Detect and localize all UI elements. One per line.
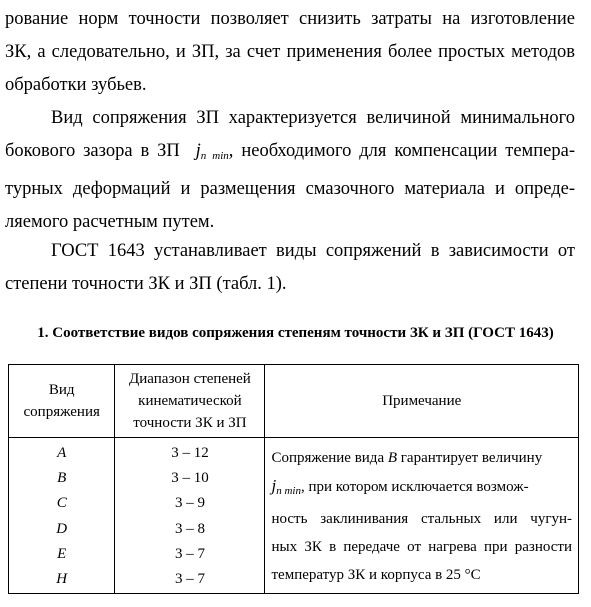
table-caption: 1. Соответствие видов сопряжения степеням точности ЗК и ЗП (ГОСТ 1643): [37, 325, 554, 341]
paragraph-2: [5, 102, 575, 239]
header-note: Примечание: [265, 365, 579, 438]
text-line: ГОСТ 1643 устанавливает виды сопряжений в зависимости от: [51, 241, 575, 261]
table-cell-type: B: [57, 470, 67, 487]
note-line: [271, 472, 572, 505]
table-cell-range: 3 – 8: [174, 520, 205, 537]
symbol-subscript: n min: [200, 150, 229, 162]
table-body-row: [9, 438, 579, 594]
table-cell-range: 3 – 9: [174, 495, 205, 512]
text-line: ЗК, а следовательно, и ЗП, за счет применения более простых методов: [5, 42, 575, 62]
text-fragment: , необходимого для компенсации темпера-: [228, 141, 575, 161]
table-cell-type: C: [56, 495, 67, 512]
text-fragment: , при котором исключается возмож-: [300, 479, 529, 495]
text-line: Вид сопряжения ЗП характеризуется величиной минимального: [51, 108, 575, 128]
header-type: [9, 365, 115, 438]
note-line: [271, 444, 572, 472]
table-cell-type: D: [56, 520, 68, 537]
note-line: температур ЗК и корпуса в 25 °С: [271, 567, 481, 583]
text-fragment: бокового зазора в ЗП: [5, 141, 180, 161]
text-line: [5, 135, 575, 173]
note-line: ность заклинивания стальных или чугун-: [271, 511, 572, 527]
table-cell-type: A: [57, 445, 67, 461]
symbol-j: j: [195, 141, 201, 161]
header-text: точности ЗК и ЗП: [133, 415, 247, 431]
table-cell-range: 3 – 7: [174, 570, 205, 587]
note-cell: [265, 438, 579, 594]
paragraph-1: [5, 3, 575, 102]
symbol-j: j: [271, 476, 277, 495]
ranges-cell: [115, 438, 265, 594]
table-cell-range: 3 – 12: [171, 445, 209, 461]
header-text: Диапазон степеней: [129, 371, 251, 387]
table-cell-type: H: [56, 570, 68, 587]
header-text: кинематической: [138, 393, 242, 409]
symbol-subscript: n min: [276, 485, 301, 497]
table-header-row: [9, 365, 579, 438]
text-line: рование норм точности позволяет снизить затраты на изготовление: [5, 9, 575, 29]
header-text: Вид: [48, 382, 75, 398]
text-line: турных деформаций и размещения смазочного материала и опреде-: [5, 179, 575, 199]
note-line: ных ЗК в передаче от нагрева при разности: [271, 539, 572, 555]
text-line: обработки зубьев.: [5, 75, 147, 95]
header-range: [115, 365, 265, 438]
table-cell-type: E: [57, 545, 67, 562]
compatibility-table: [8, 364, 579, 594]
table-cell-range: 3 – 7: [174, 545, 205, 562]
text-fragment: Сопряжение вида: [271, 450, 385, 466]
text-line: ляемого расчетным путем.: [5, 212, 215, 232]
text-fragment: гарантирует величину: [400, 450, 543, 466]
text-line: степени точности ЗК и ЗП (табл. 1).: [5, 274, 287, 294]
header-text: сопряжения: [23, 404, 100, 420]
paragraph-3: [5, 235, 575, 301]
types-cell: [9, 438, 115, 594]
variable-b: B: [387, 450, 398, 466]
table-cell-range: 3 – 10: [171, 470, 209, 487]
